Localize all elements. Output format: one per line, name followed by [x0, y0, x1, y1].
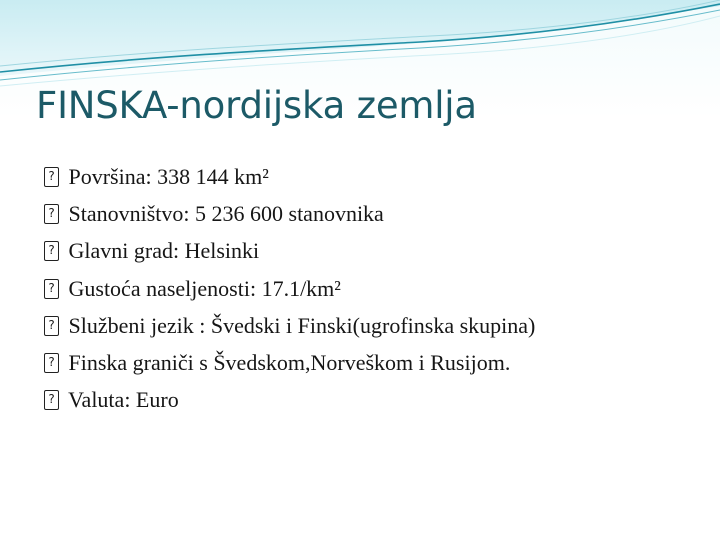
missing-glyph-box-icon: [44, 241, 59, 261]
missing-glyph-box-icon: [44, 316, 59, 336]
missing-glyph-box-icon: [44, 353, 59, 373]
bullet-text: Valuta: Euro: [68, 387, 179, 413]
bullet-item-borders: [44, 344, 535, 381]
missing-glyph-box-icon: [44, 390, 59, 410]
missing-glyph-box-icon: [44, 204, 59, 224]
bullet-list: [44, 158, 535, 418]
bullet-text: Površina: 338 144 km²: [68, 164, 269, 189]
missing-glyph-box-icon: [44, 279, 59, 299]
bullet-text: Glavni grad: Helsinki: [68, 238, 260, 264]
slide-title: FINSKA-nordijska zemlja: [36, 84, 477, 127]
bullet-item-population: [44, 195, 535, 232]
bullet-text: Stanovništvo: 5 236 600 stanovnika: [68, 201, 384, 227]
bullet-item-density: [44, 270, 535, 307]
bullet-text: Gustoća naseljenosti: 17.1/km²: [68, 275, 341, 301]
bullet-text: Finska graniči s Švedskom,Norveškom i Rusijom.: [68, 349, 511, 375]
bullet-item-capital: [44, 232, 535, 269]
bullet-item-surface: [44, 158, 535, 195]
top-wave-decoration: [0, 0, 720, 90]
bullet-item-currency: [44, 381, 535, 418]
bullet-text: Službeni jezik : Švedski i Finski(ugrofinska skupina): [68, 312, 536, 338]
missing-glyph-box-icon: [44, 167, 59, 187]
bullet-item-language: [44, 307, 535, 344]
